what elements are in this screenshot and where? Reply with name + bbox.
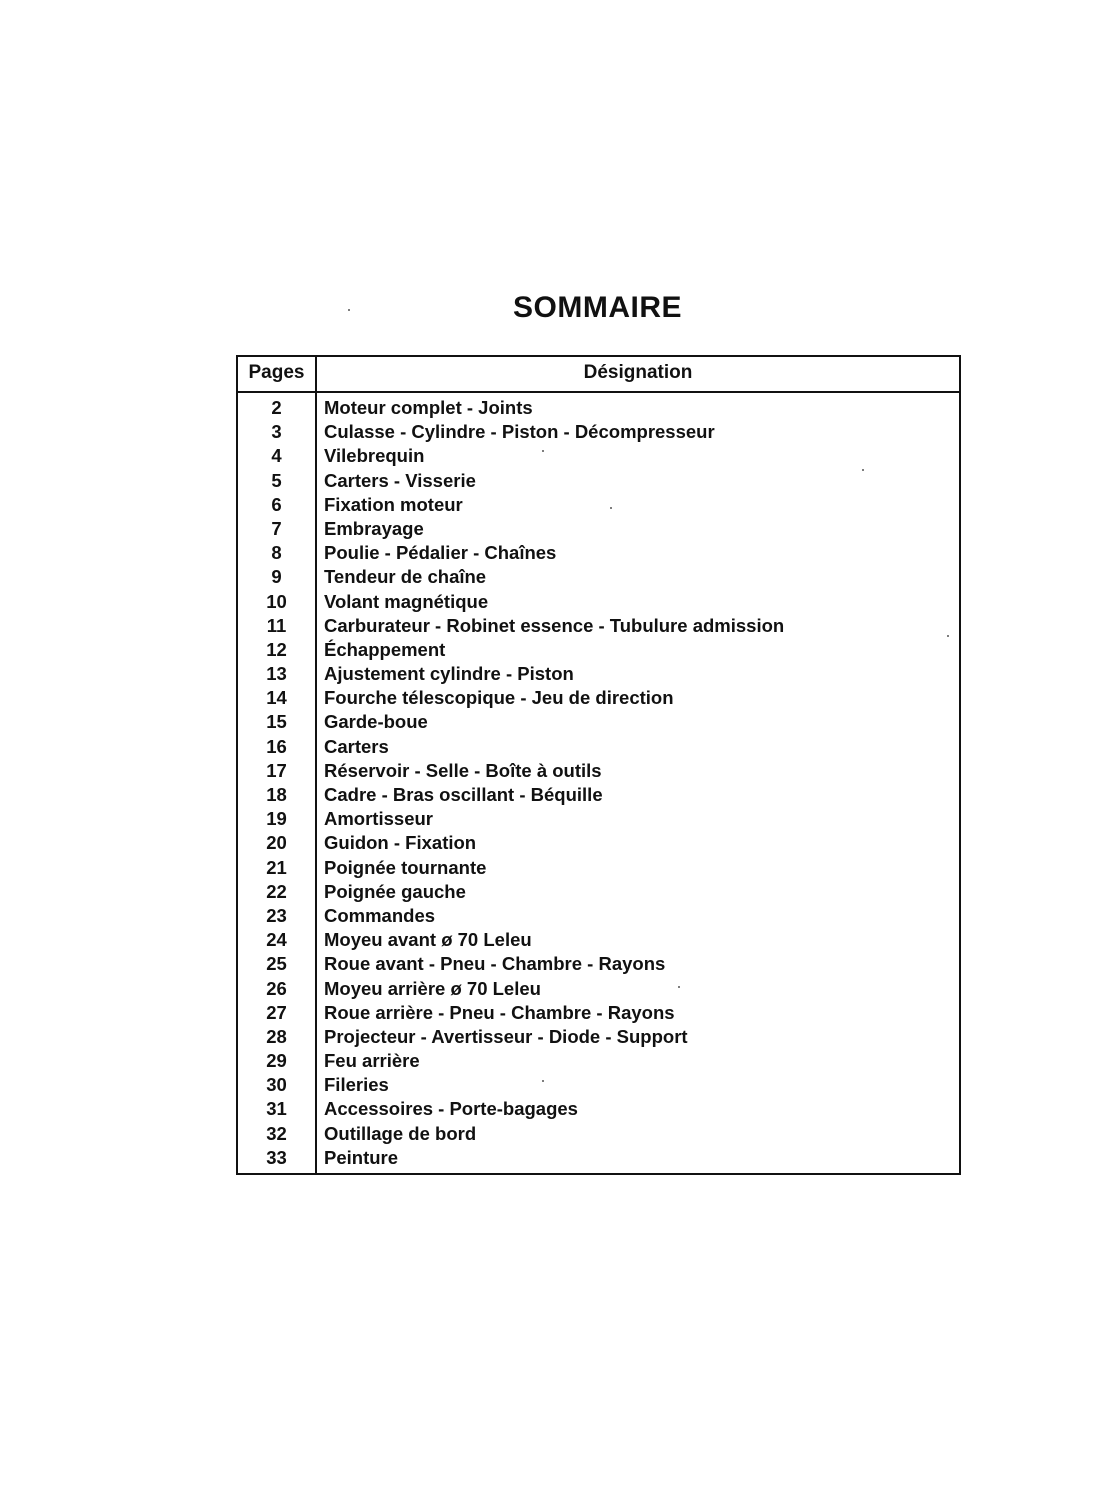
table-row	[238, 710, 959, 734]
table-row	[238, 469, 959, 493]
row-designation: Fixation moteur	[324, 493, 463, 515]
table-row	[238, 759, 959, 783]
row-designation: Amortisseur	[324, 808, 433, 830]
table-row	[238, 1122, 959, 1146]
row-page-number: 5	[271, 469, 282, 491]
row-designation: Fileries	[324, 1074, 389, 1096]
row-designation: Guidon - Fixation	[324, 832, 477, 854]
row-page-number: 20	[266, 832, 287, 854]
row-designation: Commandes	[324, 904, 436, 926]
row-designation: Outillage de bord	[324, 1122, 477, 1144]
table-row	[238, 880, 959, 904]
row-designation: Tendeur de chaîne	[324, 566, 487, 588]
row-page-number: 8	[271, 542, 282, 564]
row-designation: Culasse - Cylindre - Piston - Décompresseur	[324, 421, 715, 443]
table-row	[238, 1073, 959, 1097]
table-row	[238, 686, 959, 710]
table-row	[238, 565, 959, 589]
table-row	[238, 662, 959, 686]
table-row	[238, 735, 959, 759]
table-row	[238, 952, 959, 976]
row-designation: Poignée tournante	[324, 856, 487, 878]
row-designation: Volant magnétique	[324, 590, 489, 612]
row-page-number: 12	[266, 638, 287, 660]
table-row	[238, 493, 959, 517]
scan-speck	[862, 469, 864, 471]
scan-speck	[947, 635, 949, 637]
scan-speck	[542, 450, 544, 452]
table-row	[238, 904, 959, 928]
row-page-number: 29	[266, 1050, 287, 1072]
row-page-number: 17	[266, 759, 287, 781]
table-row	[238, 856, 959, 880]
row-designation: Réservoir - Selle - Boîte à outils	[324, 759, 602, 781]
table-row	[238, 928, 959, 952]
table-row	[238, 1049, 959, 1073]
table-row	[238, 541, 959, 565]
row-designation: Roue arrière - Pneu - Chambre - Rayons	[324, 1001, 675, 1023]
row-page-number: 13	[266, 663, 287, 685]
row-designation: Ajustement cylindre - Piston	[324, 663, 574, 685]
row-designation: Moyeu arrière ø 70 Leleu	[324, 977, 541, 999]
row-page-number: 23	[266, 904, 287, 926]
table-row	[238, 1097, 959, 1121]
table-row	[238, 614, 959, 638]
row-designation: Projecteur - Avertisseur - Diode - Support	[324, 1025, 688, 1047]
header-pages: Pages	[248, 362, 305, 383]
row-designation: Moyeu avant ø 70 Leleu	[324, 929, 532, 951]
row-page-number: 16	[266, 735, 287, 757]
table-row	[238, 420, 959, 444]
row-page-number: 26	[266, 977, 287, 999]
row-page-number: 19	[266, 808, 287, 830]
row-page-number: 28	[266, 1025, 287, 1047]
row-designation: Vilebrequin	[324, 445, 425, 467]
row-page-number: 2	[271, 397, 282, 418]
row-designation: Peinture	[324, 1146, 399, 1168]
table-row	[238, 590, 959, 614]
row-page-number: 32	[266, 1122, 287, 1144]
scan-speck	[610, 507, 612, 509]
row-designation: Embrayage	[324, 517, 424, 539]
row-designation: Poulie - Pédalier - Chaînes	[324, 542, 557, 564]
table-row	[238, 831, 959, 855]
row-page-number: 30	[266, 1074, 287, 1096]
table-row	[238, 807, 959, 831]
row-page-number: 21	[266, 856, 287, 878]
table-body	[238, 396, 959, 1170]
table-row	[238, 1025, 959, 1049]
row-page-number: 18	[266, 784, 287, 805]
row-page-number: 31	[266, 1098, 287, 1120]
row-designation: Poignée gauche	[324, 880, 466, 902]
row-page-number: 25	[266, 953, 287, 975]
row-page-number: 27	[266, 1001, 287, 1023]
row-page-number: 7	[271, 517, 282, 539]
row-designation: Carters - Visserie	[324, 469, 476, 491]
scan-speck	[542, 1080, 544, 1082]
page-title: SOMMAIRE	[513, 291, 682, 324]
row-designation: Carters	[324, 735, 389, 757]
row-designation: Moteur complet - Joints	[324, 397, 533, 418]
contents-table	[236, 355, 961, 1175]
row-page-number: 9	[271, 566, 282, 588]
row-page-number: 6	[271, 493, 282, 515]
row-page-number: 24	[266, 929, 287, 951]
table-header	[238, 357, 959, 393]
row-page-number: 11	[266, 614, 287, 636]
row-page-number: 4	[271, 445, 282, 467]
row-designation: Accessoires - Porte-bagages	[324, 1098, 578, 1120]
row-page-number: 14	[266, 687, 287, 709]
table-row	[238, 396, 959, 420]
row-designation: Cadre - Bras oscillant - Béquille	[324, 784, 603, 805]
table-row	[238, 1146, 959, 1170]
table-row	[238, 638, 959, 662]
row-page-number: 10	[266, 590, 287, 612]
table-row	[238, 517, 959, 541]
header-designation: Désignation	[583, 362, 693, 383]
row-designation: Feu arrière	[324, 1050, 420, 1072]
row-designation: Carburateur - Robinet essence - Tubulure admission	[324, 614, 785, 636]
row-page-number: 3	[271, 421, 282, 443]
row-designation: Roue avant - Pneu - Chambre - Rayons	[324, 953, 666, 975]
table-row	[238, 444, 959, 468]
scan-speck	[678, 986, 680, 988]
row-page-number: 22	[266, 880, 287, 902]
table-row	[238, 977, 959, 1001]
row-page-number: 15	[266, 711, 287, 733]
table-row	[238, 1001, 959, 1025]
table-row	[238, 783, 959, 807]
row-designation: Garde-boue	[324, 711, 428, 733]
row-designation: Fourche télescopique - Jeu de direction	[324, 687, 674, 709]
row-page-number: 33	[266, 1146, 287, 1168]
scan-speck	[348, 309, 350, 311]
row-designation: Échappement	[324, 638, 446, 660]
